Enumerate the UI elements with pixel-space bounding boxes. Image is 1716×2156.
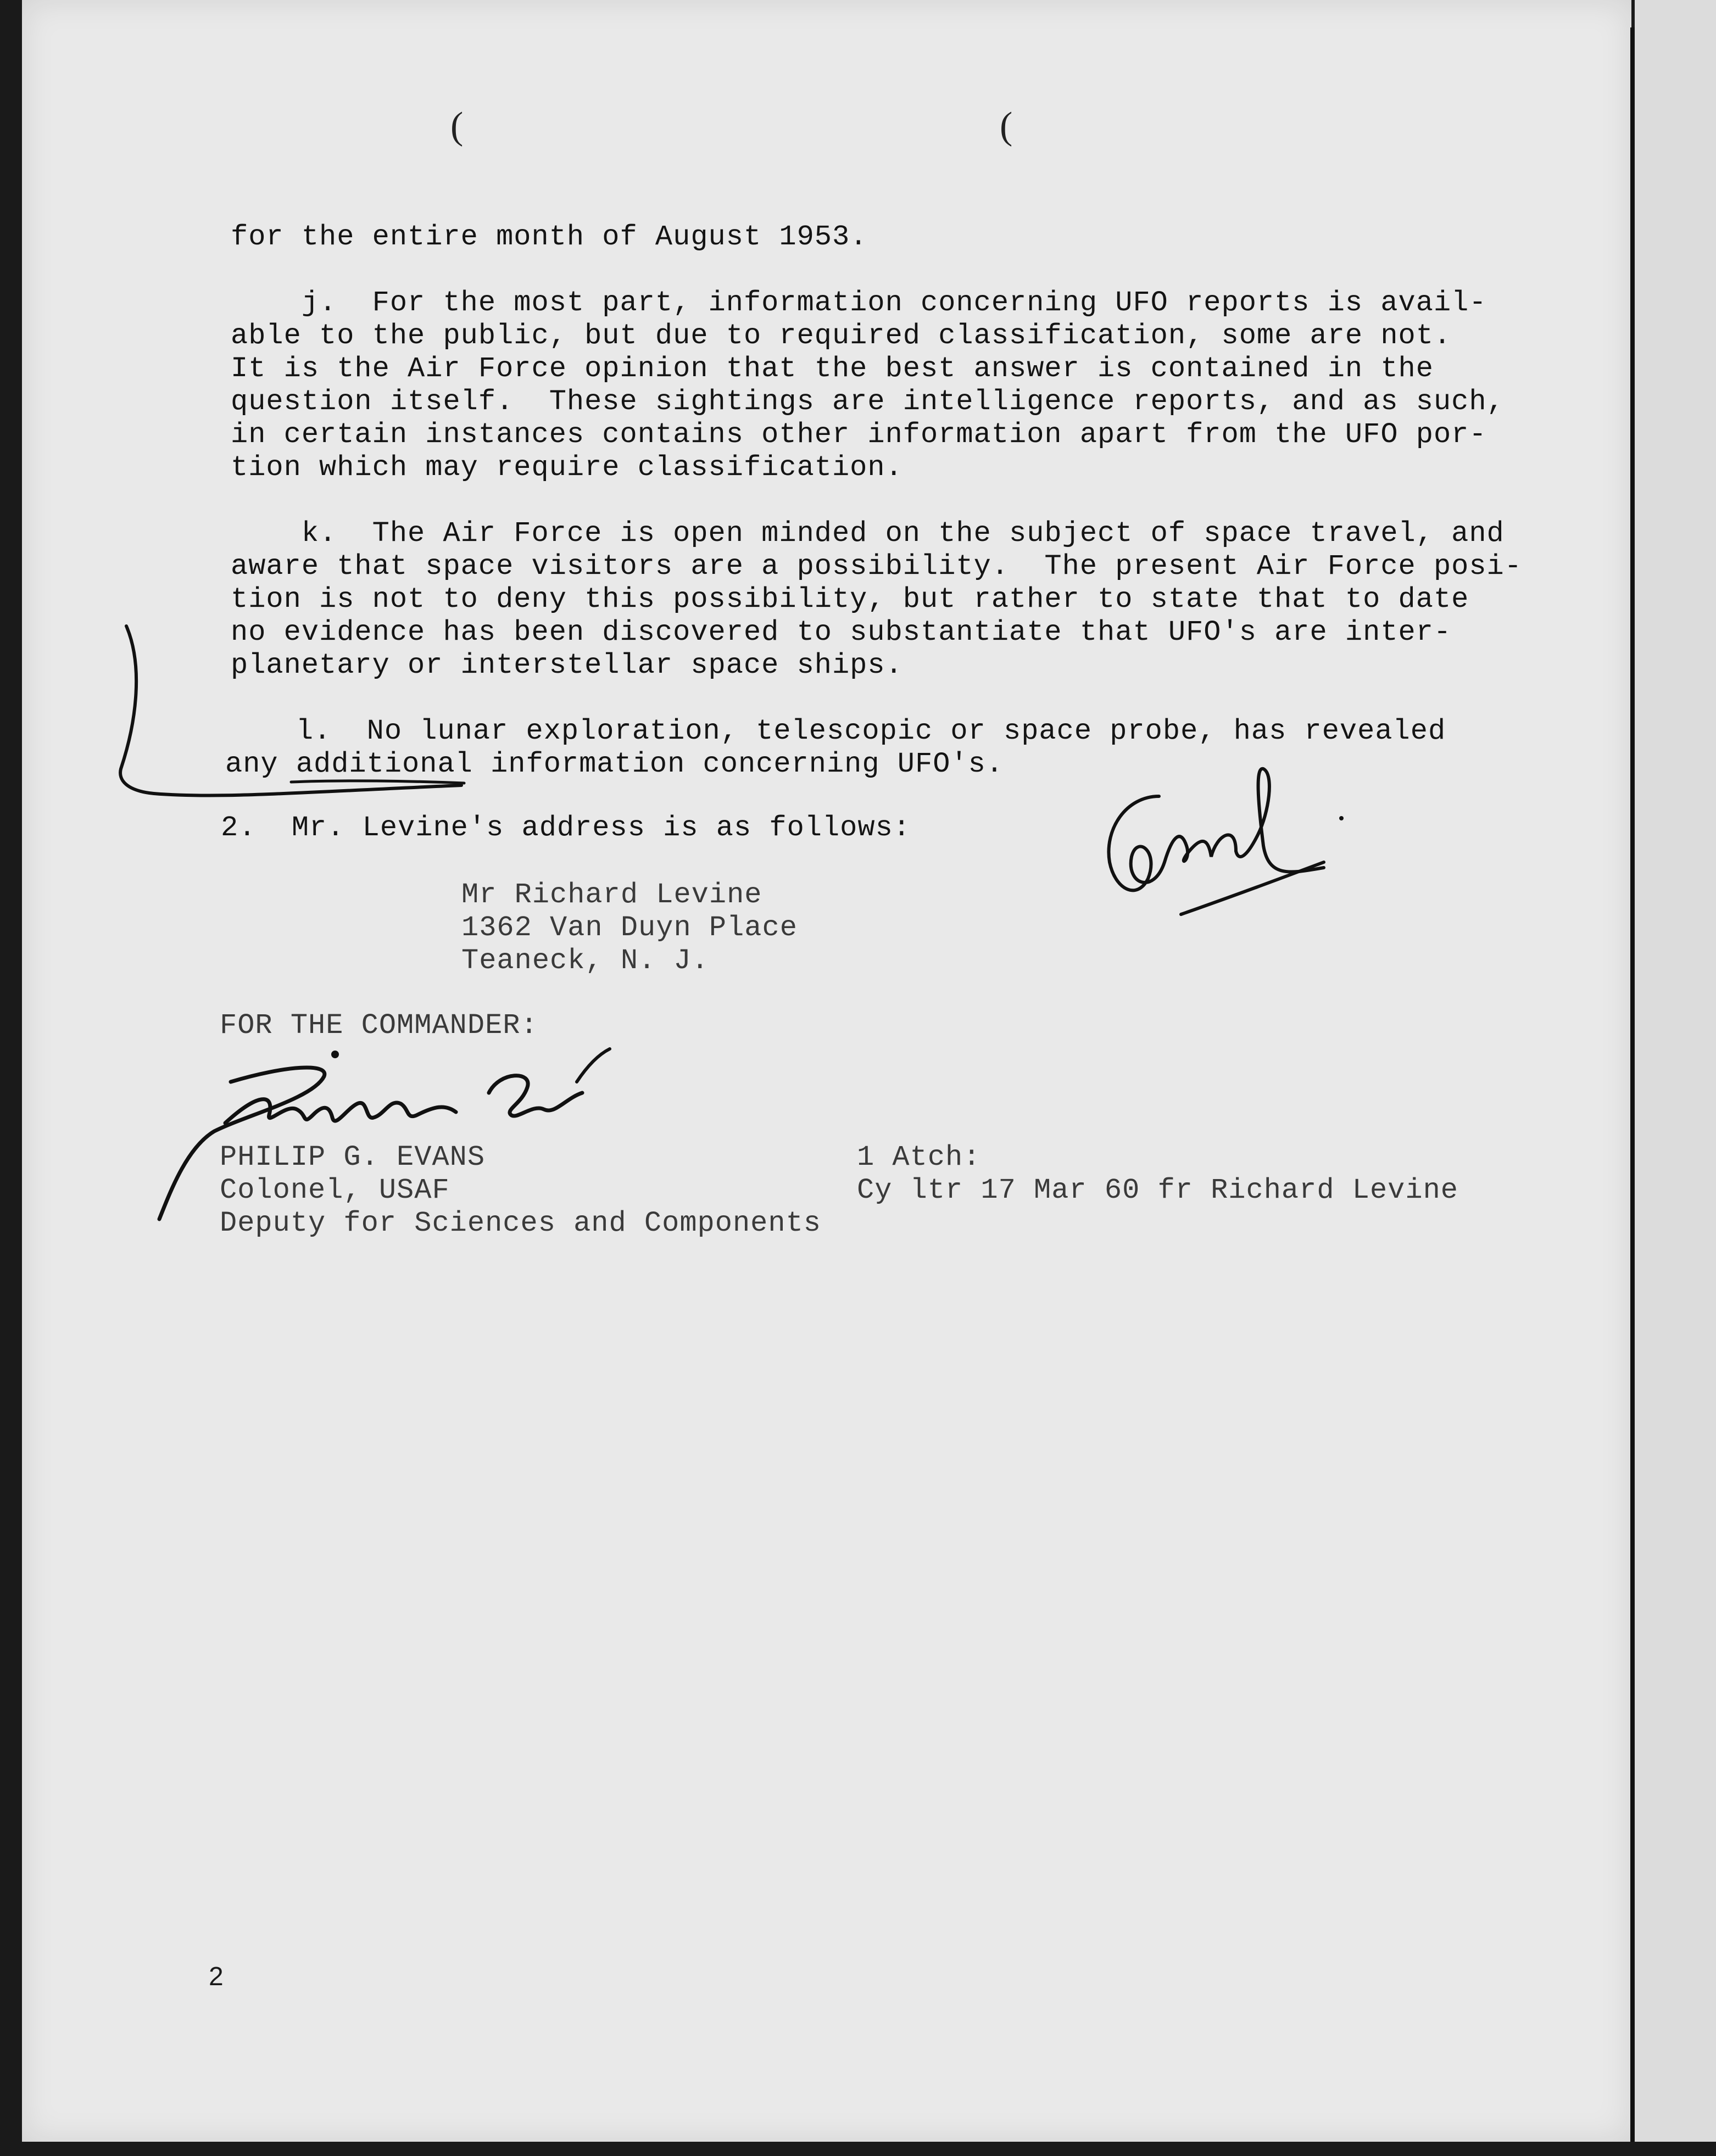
scan-margin [1635,0,1716,2156]
attachment-label: 1 Atch: [857,1141,981,1174]
for-the-commander: FOR THE COMMANDER: [220,1009,538,1042]
address-line: Teaneck, N. J. [461,945,709,977]
paragraph-j-line: j. For the most part, information concerning UFO reports is avail- [231,287,1487,319]
signer-name: PHILIP G. EVANS [220,1141,486,1174]
paragraph-k-line: planetary or interstellar space ships. [231,649,903,682]
header-mark-right: ( [1000,105,1013,147]
handwritten-initials [1093,752,1351,917]
commander-signature [148,1032,621,1230]
scan-bottom-edge [0,2142,1716,2156]
scan-edge [1630,27,1635,2147]
paragraph-l-line: any additional information concerning UFO's. [225,748,1004,780]
paragraph-k-line: no evidence has been discovered to substantiate that UFO's are inter- [231,616,1452,649]
paragraph-j-line: question itself. These sightings are intelligence reports, and as such, [231,386,1505,418]
signer-title: Deputy for Sciences and Components [220,1207,821,1239]
paragraph-k-line: aware that space visitors are a possibility. The present Air Force posi- [231,550,1522,583]
paragraph-k-line: k. The Air Force is open minded on the subject of space travel, and [231,517,1505,550]
paragraph-k-line: tion is not to deny this possibility, but rather to state that to date [231,583,1469,616]
address-line: Mr Richard Levine [461,879,762,911]
paragraph-l-line: l. No lunar exploration, telescopic or space probe, has revealed [225,715,1446,747]
address-line: 1362 Van Duyn Place [461,912,798,944]
paragraph-2-line: 2. Mr. Levine's address is as follows: [221,812,911,844]
paragraph-j-line: It is the Air Force opinion that the best answer is contained in the [231,353,1434,385]
signer-rank: Colonel, USAF [220,1174,450,1207]
paragraph-j-line: able to the public, but due to required classification, some are not. [231,320,1452,352]
page-number: 2 [209,1962,224,1991]
paragraph-j-line: tion which may require classification. [231,451,903,484]
attachment-item: Cy ltr 17 Mar 60 fr Richard Levine [857,1174,1458,1207]
header-mark-left: ( [450,105,464,147]
paragraph-j-line: in certain instances contains other information apart from the UFO por- [231,418,1487,451]
underline-mark [288,775,470,792]
continued-line: for the entire month of August 1953. [231,221,868,253]
